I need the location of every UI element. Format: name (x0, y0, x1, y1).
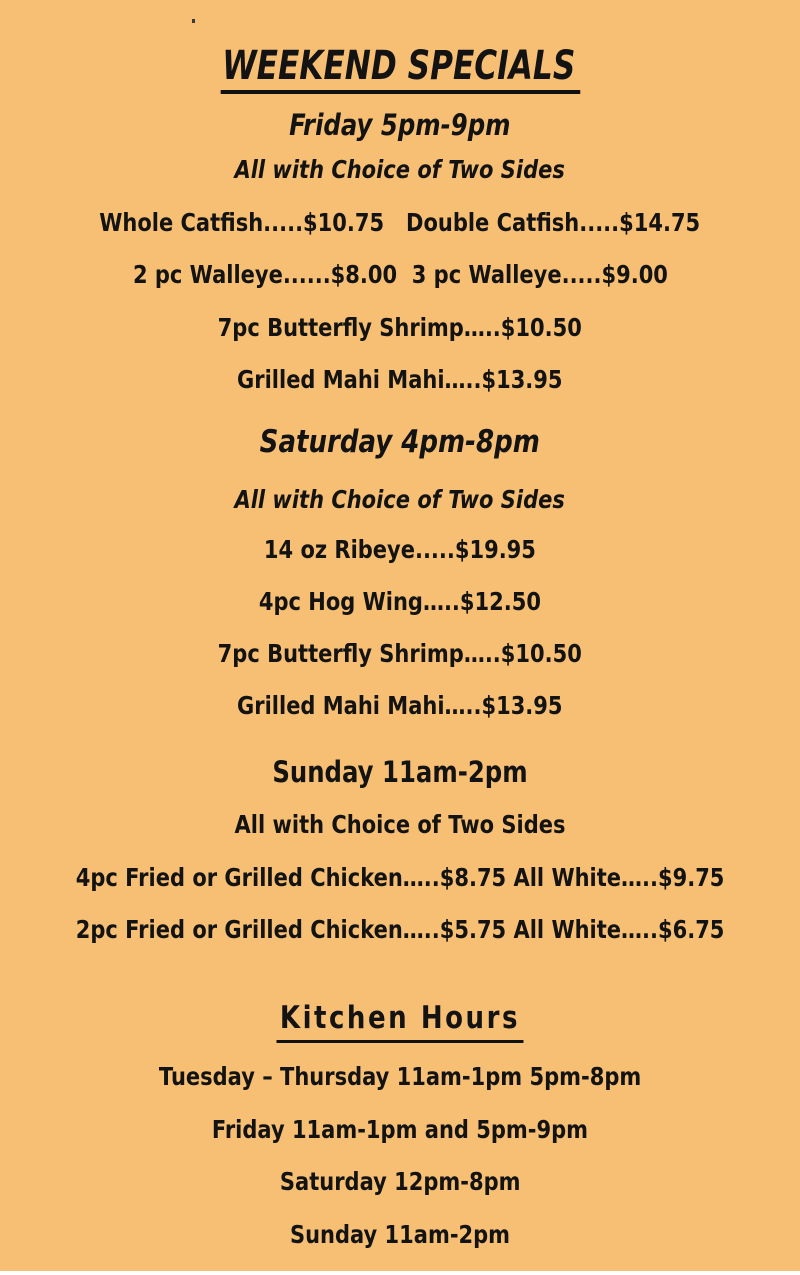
hours-tue-thu: Tuesday – Thursday 11am-1pm 5pm-8pm (158, 1062, 642, 1091)
page-title-text: WEEKEND SPECIALS (220, 45, 579, 94)
friday-section-heading: Friday 5pm-9pm (289, 108, 511, 142)
hours-saturday: Saturday 12pm-8pm (279, 1167, 521, 1196)
menu-item-butterfly-shrimp-friday: 7pc Butterfly Shrimp…..$10.50 (217, 313, 583, 342)
hours-friday: Friday 11am-1pm and 5pm-9pm (211, 1115, 589, 1144)
menu-item-4pc-chicken: 4pc Fried or Grilled Chicken…..$8.75 All White…..$9.75 (75, 863, 725, 892)
menu-item-mahi-mahi-friday: Grilled Mahi Mahi…..$13.95 (237, 365, 563, 394)
menu-item-hog-wing: 4pc Hog Wing…..$12.50 (258, 587, 542, 616)
menu-item-walleye: 2 pc Walleye......$8.00 3 pc Walleye.....$9.00 (132, 260, 668, 289)
sunday-subheading: All with Choice of Two Sides (234, 810, 566, 839)
sunday-section-heading: Sunday 11am-2pm (272, 755, 528, 789)
menu-item-2pc-chicken: 2pc Fried or Grilled Chicken…..$5.75 All White…..$6.75 (75, 915, 725, 944)
kitchen-hours-heading: Kitchen Hours (0, 1002, 800, 1043)
hours-sunday: Sunday 11am-2pm (289, 1220, 511, 1249)
menu-item-butterfly-shrimp-saturday: 7pc Butterfly Shrimp…..$10.50 (217, 639, 583, 668)
menu-item-mahi-mahi-saturday: Grilled Mahi Mahi…..$13.95 (237, 691, 563, 720)
saturday-section-heading: Saturday 4pm-8pm (259, 424, 541, 460)
menu-item-ribeye: 14 oz Ribeye.....$19.95 (263, 535, 537, 564)
page-title (0, 45, 800, 94)
bottom-edge-strip (0, 1271, 800, 1275)
saturday-subheading: All with Choice of Two Sides (234, 485, 566, 514)
friday-subheading: All with Choice of Two Sides (234, 155, 566, 184)
stray-dot-artifact (192, 19, 195, 23)
menu-item-catfish: Whole Catfish.....$10.75 Double Catfish.....$14.75 (99, 208, 701, 237)
